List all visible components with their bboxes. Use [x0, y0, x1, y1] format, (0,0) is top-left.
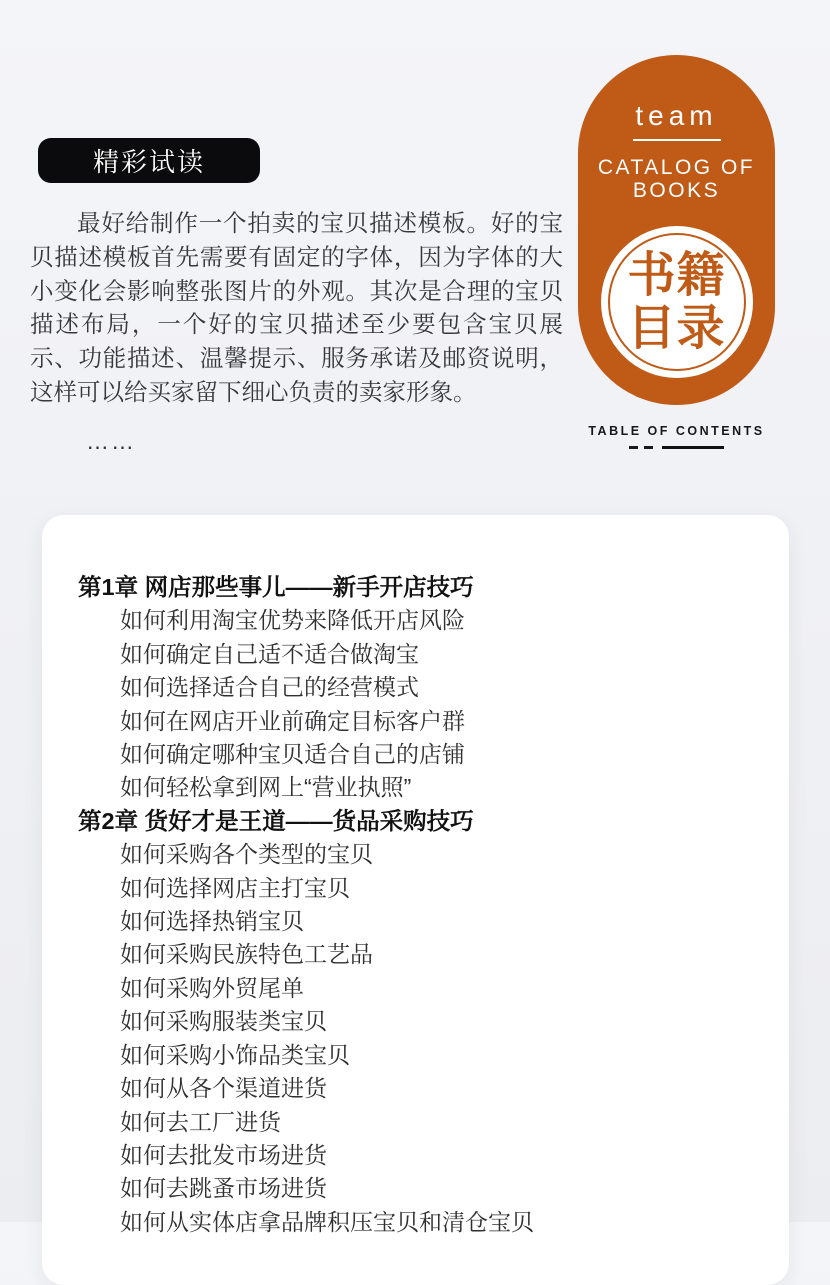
catalog-capsule-badge	[578, 55, 775, 405]
toc-item: 如何从实体店拿品牌积压宝贝和清仓宝贝	[120, 1208, 534, 1235]
toc-card	[42, 515, 789, 1285]
trial-reading-ellipsis: ……	[86, 428, 136, 454]
trial-reading-badge-label: 精彩试读	[92, 147, 205, 177]
rule-dash	[644, 446, 653, 449]
catalog-subtitle-line1: CATALOG OF	[597, 156, 756, 179]
toc-list	[78, 571, 759, 1239]
toc-item: 如何采购民族特色工艺品	[120, 941, 373, 968]
catalog-subtitle-line2: BOOKS	[632, 179, 721, 202]
book-catalog-seal	[601, 226, 753, 378]
toc-item: 如何去跳蚤市场进货	[120, 1175, 327, 1202]
toc-item: 如何选择网店主打宝贝	[120, 874, 350, 901]
toc-item: 如何从各个渠道进货	[120, 1075, 327, 1102]
toc-item: 如何确定哪种宝贝适合自己的店铺	[120, 741, 465, 768]
toc-item: 如何去批发市场进货	[120, 1141, 327, 1168]
toc-item: 如何采购小饰品类宝贝	[120, 1041, 350, 1068]
toc-chapter-title-1: 第1章 网店那些事儿——新手开店技巧	[78, 574, 474, 600]
team-underline	[633, 139, 721, 141]
toc-item: 如何选择适合自己的经营模式	[120, 674, 419, 701]
team-label: team	[635, 100, 718, 131]
toc-item: 如何轻松拿到网上“营业执照”	[120, 774, 412, 801]
toc-item: 如何确定自己适不适合做淘宝	[120, 640, 419, 667]
toc-item: 如何采购服装类宝贝	[120, 1008, 327, 1035]
toc-item: 如何采购外贸尾单	[120, 974, 304, 1001]
toc-item: 如何采购各个类型的宝贝	[120, 841, 373, 868]
rule-dash	[629, 446, 638, 449]
book-catalog-seal-text	[627, 249, 725, 355]
seal-line1: 书籍	[627, 249, 726, 302]
table-of-contents-caption: TABLE OF CONTENTS	[588, 424, 765, 438]
caption-decorative-rule	[578, 446, 775, 449]
trial-reading-badge	[38, 138, 260, 183]
trial-reading-paragraph: 最好给制作一个拍卖的宝贝描述模板。好的宝贝描述模板首先需要有固定的字体，因为字体的大小变化会影响整张图片的外观。其次是合理的宝贝描述布局，一个好的宝贝描述至少要包含宝贝展示、功能描述、温馨提示、服务承诺及邮资说明，这样可以给买家留下细心负责的卖家形象。	[30, 210, 563, 405]
rule-bar	[662, 446, 724, 449]
toc-chapter-title-2: 第2章 货好才是王道——货品采购技巧	[78, 807, 474, 834]
toc-item: 如何在网店开业前确定目标客户群	[120, 707, 465, 734]
toc-item: 如何选择热销宝贝	[120, 908, 304, 935]
seal-line2: 目录	[627, 302, 726, 355]
toc-item: 如何去工厂进货	[120, 1108, 281, 1135]
toc-item: 如何利用淘宝优势来降低开店风险	[120, 607, 465, 634]
